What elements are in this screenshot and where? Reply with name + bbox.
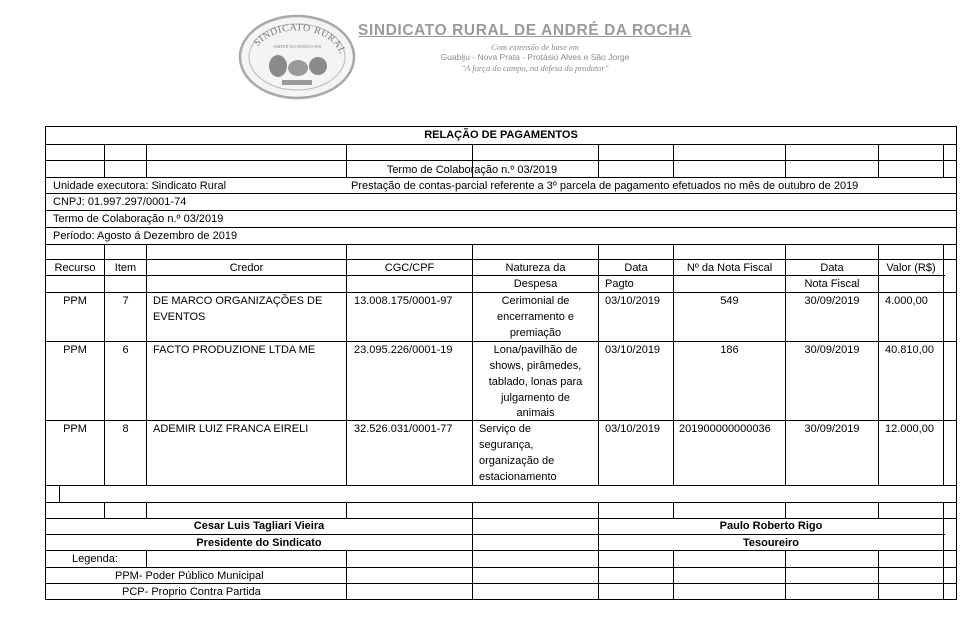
grid-vline — [59, 485, 60, 502]
cell-cgc-cpf: 13.008.175/0001-97 — [354, 295, 453, 307]
header-credor: Credor — [229, 262, 264, 274]
header-data-nf-2: Nota Fiscal — [804, 278, 860, 290]
grid-vline — [943, 244, 944, 486]
grid-vline — [598, 244, 599, 486]
organization-subtitle-2: Guabiju - Nova Prata - Protásio Alves e São Jorge — [440, 52, 630, 62]
grid-vline — [598, 502, 599, 518]
grid-hline — [45, 502, 957, 503]
cell-data-pagto: 03/10/2019 — [605, 295, 661, 307]
grid-vline — [472, 567, 473, 600]
cell-data-nf: 30/09/2019 — [804, 295, 860, 307]
cell-natureza: tablado, lonas para — [488, 376, 583, 388]
grid-vline — [104, 244, 105, 486]
header-valor: Valor (R$) — [886, 262, 936, 274]
cell-valor: 12.000,00 — [885, 423, 934, 435]
grid-vline — [598, 567, 599, 600]
grid-vline — [146, 144, 147, 177]
cell-recurso: PPM — [63, 295, 87, 307]
grid-vline — [472, 518, 473, 551]
signature-left-name: Cesar Luis Tagliari Vieira — [193, 520, 325, 532]
cell-natureza: Lona/pavilhão de — [493, 344, 578, 356]
cell-recurso: PPM — [63, 423, 87, 435]
grid-vline — [146, 550, 147, 567]
cell-credor: DE MARCO ORGANIZAÇÕES DE — [153, 295, 323, 307]
termo-colaboracao: Termo de Colaboração n.º 03/2019 — [53, 213, 224, 225]
organization-motto: "A força do campo, na defesa do produtor" — [461, 63, 609, 73]
grid-vline — [956, 126, 957, 600]
cell-nota-fiscal: 549 — [720, 295, 739, 307]
cell-cgc-cpf: 32.526.031/0001-77 — [354, 423, 453, 435]
cell-credor: FACTO PRODUZIONE LTDA ME — [153, 344, 316, 356]
termo-header: Termo de Colaboração n.º 03/2019 — [386, 164, 558, 176]
grid-vline — [346, 550, 347, 567]
grid-vline — [673, 244, 674, 486]
seal-subtext: ANDRÉ DA ROCHA-RS — [272, 44, 322, 49]
grid-vline — [346, 502, 347, 518]
cell-cgc-cpf: 23.095.226/0001-19 — [354, 344, 453, 356]
cell-recurso: PPM — [63, 344, 87, 356]
header-cgc-cpf: CGC/CPF — [384, 262, 435, 274]
grid-vline — [146, 502, 147, 518]
cell-natureza: segurança, — [479, 439, 534, 451]
grid-vline — [785, 144, 786, 177]
grid-vline — [146, 244, 147, 486]
grid-vline — [785, 550, 786, 567]
grid-vline — [598, 144, 599, 177]
signature-left-role: Presidente do Sindicato — [196, 537, 322, 549]
grid-vline — [104, 144, 105, 177]
grid-vline — [346, 567, 347, 600]
cell-valor: 4.000,00 — [885, 295, 928, 307]
legend-ppm: PPM- Poder Público Municipal — [115, 570, 264, 582]
document-title: RELAÇÃO DE PAGAMENTOS — [424, 129, 578, 141]
cell-natureza: Serviço de — [479, 423, 531, 435]
header-item: Item — [114, 262, 137, 274]
grid-vline — [878, 244, 879, 486]
header-data-pagto-2: Pagto — [605, 278, 634, 290]
cell-natureza: julgamento de — [500, 392, 571, 404]
grid-vline — [598, 550, 599, 567]
cell-natureza: estacionamento — [479, 471, 557, 483]
grid-vline — [878, 550, 879, 567]
cell-valor: 40.810,00 — [885, 344, 934, 356]
cell-data-pagto: 03/10/2019 — [605, 344, 661, 356]
cell-data-pagto: 03/10/2019 — [605, 423, 661, 435]
grid-vline — [785, 502, 786, 518]
cell-nota-fiscal: 201900000000036 — [679, 423, 771, 435]
cell-natureza: premiação — [509, 327, 562, 339]
header-data-pagto-1: Data — [624, 262, 648, 274]
grid-vline — [673, 502, 674, 518]
grid-vline — [878, 502, 879, 518]
legend-pcp: PCP- Proprio Contra Partida — [122, 586, 261, 598]
grid-vline — [878, 144, 879, 177]
organization-subtitle-1: Com extensão de base em — [491, 42, 579, 52]
grid-hline — [45, 160, 957, 161]
header-natureza-1: Natureza da — [505, 262, 566, 274]
prestacao-contas: Prestação de contas-parcial referente a 3º parcela de pagamento efetuados no mês de outubro de 2019 — [351, 180, 859, 192]
header-data-nf-1: Data — [820, 262, 844, 274]
grid-vline — [943, 144, 944, 177]
grid-vline — [785, 567, 786, 600]
cell-natureza: organização de — [479, 455, 555, 467]
grid-vline — [673, 567, 674, 600]
unidade-executora: Unidade executora: Sindicato Rural — [53, 180, 227, 192]
cell-natureza: animais — [516, 407, 555, 419]
cell-data-nf: 30/09/2019 — [804, 423, 860, 435]
signature-right-name: Paulo Roberto Rigo — [719, 520, 823, 532]
grid-vline — [673, 144, 674, 177]
grid-hline — [45, 244, 957, 245]
grid-vline — [943, 567, 944, 600]
header-recurso: Recurso — [54, 262, 96, 274]
cell-natureza: Cerimonial de — [501, 295, 570, 307]
grid-vline — [943, 518, 944, 551]
organization-name: SINDICATO RURAL DE ANDRÉ DA ROCHA — [358, 22, 692, 39]
header-natureza-2: Despesa — [513, 278, 558, 290]
cell-item: 6 — [122, 344, 129, 356]
cell-credor: EVENTOS — [153, 311, 206, 323]
grid-vline — [472, 550, 473, 567]
grid-vline — [472, 502, 473, 518]
legend-title: Legenda: — [72, 553, 118, 565]
cell-credor: ADEMIR LUIZ FRANCA EIRELI — [153, 423, 309, 435]
grid-vline — [104, 502, 105, 518]
signature-right-role: Tesoureiro — [742, 537, 800, 549]
grid-vline — [346, 244, 347, 486]
cell-natureza: encerramento e — [496, 311, 575, 323]
grid-hline — [45, 144, 957, 145]
cell-data-nf: 30/09/2019 — [804, 344, 860, 356]
grid-vline — [943, 502, 944, 518]
cnpj: CNPJ: 01.997.297/0001-74 — [53, 196, 187, 208]
seal-text: SINDICATO RURAL — [251, 22, 348, 56]
cell-nota-fiscal: 186 — [720, 344, 739, 356]
periodo: Período: Agosto á Dezembro de 2019 — [53, 230, 238, 242]
cell-natureza: shows, pirâmedes, — [489, 360, 582, 372]
grid-hline — [45, 485, 957, 486]
cell-item: 8 — [122, 423, 129, 435]
cell-item: 7 — [122, 295, 129, 307]
grid-vline — [943, 550, 944, 567]
header-nota-fiscal: Nº da Nota Fiscal — [686, 262, 773, 274]
grid-vline — [878, 567, 879, 600]
grid-vline — [673, 550, 674, 567]
